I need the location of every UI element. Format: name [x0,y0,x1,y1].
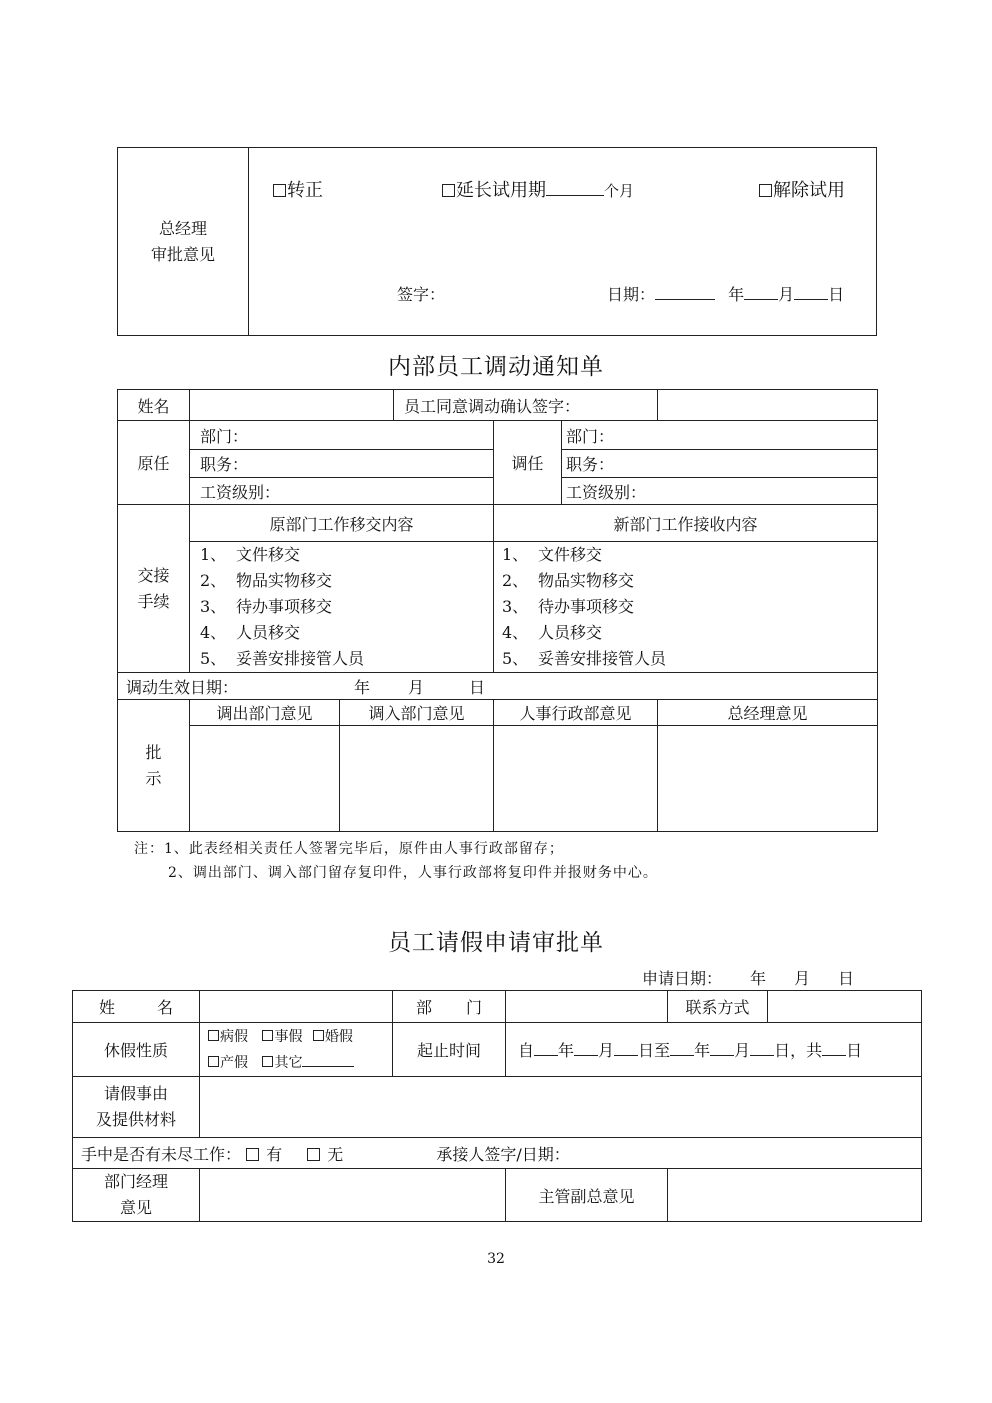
contact-label: 联系方式 [668,991,768,1023]
maternity-label: 产假 [220,1054,248,1071]
leave-dept-field[interactable] [506,991,668,1023]
option-confirm-label: 转正 [287,180,323,201]
from-year-blank[interactable] [534,1054,558,1056]
work-item-number: 1、 [502,545,529,564]
gm-approval-label-line1: 总经理 [158,218,207,238]
apply-month-label: 月 [794,969,811,988]
work-item-number: 2、 [200,571,227,590]
leave-dept-label-2: 门 [466,998,483,1017]
apply-year-label: 年 [750,969,767,988]
work-item-text: 人员移交 [236,623,301,642]
leave-name-field[interactable] [200,991,393,1023]
leave-title: 员工请假申请审批单 [388,930,604,956]
new-work-header: 新部门工作接收内容 [494,505,878,542]
effective-month-label: 月 [408,677,425,697]
dept-manager-label-line2: 意见 [119,1198,152,1217]
leave-name-label-2: 名 [157,998,174,1017]
effective-date-label: 调动生效日期： [126,677,239,697]
leave-type-label: 休假性质 [73,1023,200,1077]
new-position-field[interactable]: 职务： [562,450,878,478]
from-day-blank[interactable] [614,1054,638,1056]
terminate-checkbox[interactable] [759,184,772,197]
marriage-checkbox[interactable] [313,1030,324,1041]
sick-label: 病假 [220,1028,248,1045]
extend-checkbox[interactable] [442,184,455,197]
gm-date-field [607,282,844,305]
option-confirm[interactable] [273,176,323,202]
no-checkbox[interactable] [307,1148,320,1161]
original-work-item [200,620,489,646]
original-work-list [190,542,494,673]
handover-label-line1: 交接 [137,565,170,585]
from-month-label: 月 [598,1041,615,1060]
option-terminate[interactable] [759,176,845,202]
maternity-checkbox[interactable] [208,1056,219,1067]
vp-opinion-label: 主管副总意见 [506,1169,668,1222]
to-day-blank[interactable] [750,1054,774,1056]
original-post-label: 原任 [118,421,190,505]
incoming-dept-opinion-field[interactable] [340,726,494,832]
other-blank[interactable] [302,1065,354,1067]
period-to-label: 至 [654,1041,671,1060]
original-work-item [200,568,489,594]
original-position-field[interactable]: 职务： [190,450,494,478]
work-item-number: 4、 [502,623,529,642]
leave-name-label [73,991,200,1023]
leave-reason-label-line1: 请假事由 [103,1084,168,1103]
from-month-blank[interactable] [574,1054,598,1056]
leave-type-options [200,1023,393,1077]
extend-months-blank[interactable] [546,194,604,196]
option-extend-label: 延长试用期 [456,180,546,201]
to-month-label: 月 [734,1041,751,1060]
other-checkbox[interactable] [262,1056,273,1067]
work-item-text: 人员移交 [538,623,603,642]
original-work-item [200,646,489,672]
original-work-item [200,594,489,620]
page-number: 32 [487,1251,505,1267]
new-post-label: 调任 [494,421,562,505]
leave-reason-field[interactable] [200,1077,922,1138]
contact-field[interactable] [768,991,922,1023]
dept-manager-label [73,1169,200,1222]
to-year-blank[interactable] [670,1054,694,1056]
leave-table [72,990,922,1222]
gm-date-label: 日期： [607,285,656,304]
leave-type-personal[interactable] [262,1029,302,1045]
work-item-text: 待办事项移交 [538,597,635,616]
unfinished-no-option[interactable] [307,1145,343,1164]
gm-approval-label-cell [118,148,249,336]
work-item-number: 4、 [200,623,227,642]
original-salary-field[interactable]: 工资级别： [190,478,494,505]
gm-month-blank[interactable] [744,298,778,300]
gm-sign-label: 签字： [397,285,446,304]
hr-opinion-header: 人事行政部意见 [494,700,658,726]
unfinished-yes-option[interactable] [246,1145,282,1164]
leave-type-sick[interactable] [208,1029,248,1045]
original-work-item [200,542,489,568]
gm-day-blank[interactable] [794,298,828,300]
unfinished-work-label: 手中是否有未尽工作： [81,1144,242,1164]
handover-label-line2: 手续 [137,591,170,611]
new-salary-field[interactable]: 工资级别： [562,478,878,505]
total-day-label: 日 [846,1041,863,1060]
vp-opinion-field[interactable] [668,1169,922,1222]
work-item-text: 文件移交 [236,545,301,564]
confirm-checkbox[interactable] [273,184,286,197]
leave-type-marriage[interactable] [313,1029,353,1045]
work-item-number: 2、 [502,571,529,590]
effective-day-label: 日 [469,677,486,697]
leave-reason-label-line2: 及提供材料 [95,1110,176,1129]
work-item-number: 5、 [200,649,227,668]
leave-type-other[interactable] [262,1055,354,1071]
consent-sign-field[interactable] [658,390,878,421]
work-item-text: 物品实物移交 [236,571,333,590]
gm-day-label: 日 [828,285,845,304]
gm-year-label: 年 [728,285,745,304]
name-label: 姓名 [118,390,190,421]
apply-day-label: 日 [838,969,855,988]
period-label: 起止时间 [393,1023,506,1077]
new-work-list [494,542,878,673]
approval-label-line1: 批 [145,742,162,762]
from-year-label: 年 [558,1041,575,1060]
dept-manager-label-line1: 部门经理 [103,1172,168,1191]
transfer-title: 内部员工调动通知单 [388,354,604,380]
approval-label-cell [118,700,190,832]
period-field[interactable] [506,1023,922,1077]
handover-label-cell [118,505,190,673]
sick-checkbox[interactable] [208,1030,219,1041]
work-item-text: 待办事项移交 [236,597,333,616]
leave-dept-label [393,991,506,1023]
hr-opinion-field[interactable] [494,726,658,832]
effective-date-row[interactable] [118,673,878,700]
work-item-text: 物品实物移交 [538,571,635,590]
new-dept-field[interactable]: 部门： [562,421,878,450]
transfer-note-1: 注：1、此表经相关责任人签署完毕后，原件由人事行政部留存； [134,841,564,857]
transfer-table [117,389,878,832]
gm-year-blank[interactable] [655,298,715,300]
to-month-blank[interactable] [710,1054,734,1056]
work-item-number: 3、 [200,597,227,616]
new-work-item [502,646,873,672]
outgoing-dept-opinion-field[interactable] [190,726,340,832]
personal-label: 事假 [274,1028,303,1045]
work-item-number: 1、 [200,545,227,564]
gm-opinion-header: 总经理意见 [658,700,878,726]
yes-label: 有 [266,1144,283,1164]
to-year-label: 年 [694,1041,711,1060]
new-work-item [502,542,873,568]
apply-date-label: 申请日期： [642,969,723,988]
yes-checkbox[interactable] [246,1148,259,1161]
work-item-number: 3、 [502,597,529,616]
total-days-blank[interactable] [822,1054,846,1056]
gm-approval-content-cell [249,148,877,336]
new-work-item [502,620,873,646]
apply-date [642,966,854,989]
successor-sign-label: 承接人签字/日期： [436,1144,570,1164]
period-from-label: 自 [518,1041,535,1060]
to-day-label: 日 [774,1041,791,1060]
leave-name-label-1: 姓 [98,998,115,1017]
outgoing-dept-opinion-header: 调出部门意见 [190,700,340,726]
option-extend-unit: 个月 [604,182,635,200]
gm-opinion-field[interactable] [658,726,878,832]
leave-reason-label [73,1077,200,1138]
work-item-number: 5、 [502,649,529,668]
no-label: 无 [327,1144,344,1164]
period-total-label: ，共 [790,1041,823,1060]
from-day-label: 日 [638,1041,655,1060]
leave-type-maternity[interactable] [208,1055,248,1071]
other-label: 其它 [274,1054,303,1071]
option-terminate-label: 解除试用 [773,180,845,201]
transfer-note-2: 2、调出部门、调入部门留存复印件，人事行政部将复印件并报财务中心。 [168,865,658,881]
gm-month-label: 月 [778,285,795,304]
dept-manager-opinion-field[interactable] [200,1169,506,1222]
marriage-label: 婚假 [324,1028,353,1045]
incoming-dept-opinion-header: 调入部门意见 [340,700,494,726]
name-field[interactable] [190,390,394,421]
approval-label-line2: 示 [145,768,162,788]
consent-label: 员工同意调动确认签字： [394,390,658,421]
leave-dept-label-1: 部 [415,998,432,1017]
effective-year-label: 年 [354,677,371,697]
original-work-header: 原部门工作移交内容 [190,505,494,542]
unfinished-work-row [73,1138,922,1169]
new-work-item [502,568,873,594]
work-item-text: 文件移交 [538,545,603,564]
personal-checkbox[interactable] [262,1030,273,1041]
work-item-text: 妥善安排接管人员 [236,649,365,668]
option-extend[interactable] [442,176,634,202]
original-dept-field[interactable]: 部门： [190,421,494,450]
new-work-item [502,594,873,620]
gm-approval-label-line2: 审批意见 [150,244,215,264]
probation-approval-table [117,147,877,336]
work-item-text: 妥善安排接管人员 [538,649,667,668]
